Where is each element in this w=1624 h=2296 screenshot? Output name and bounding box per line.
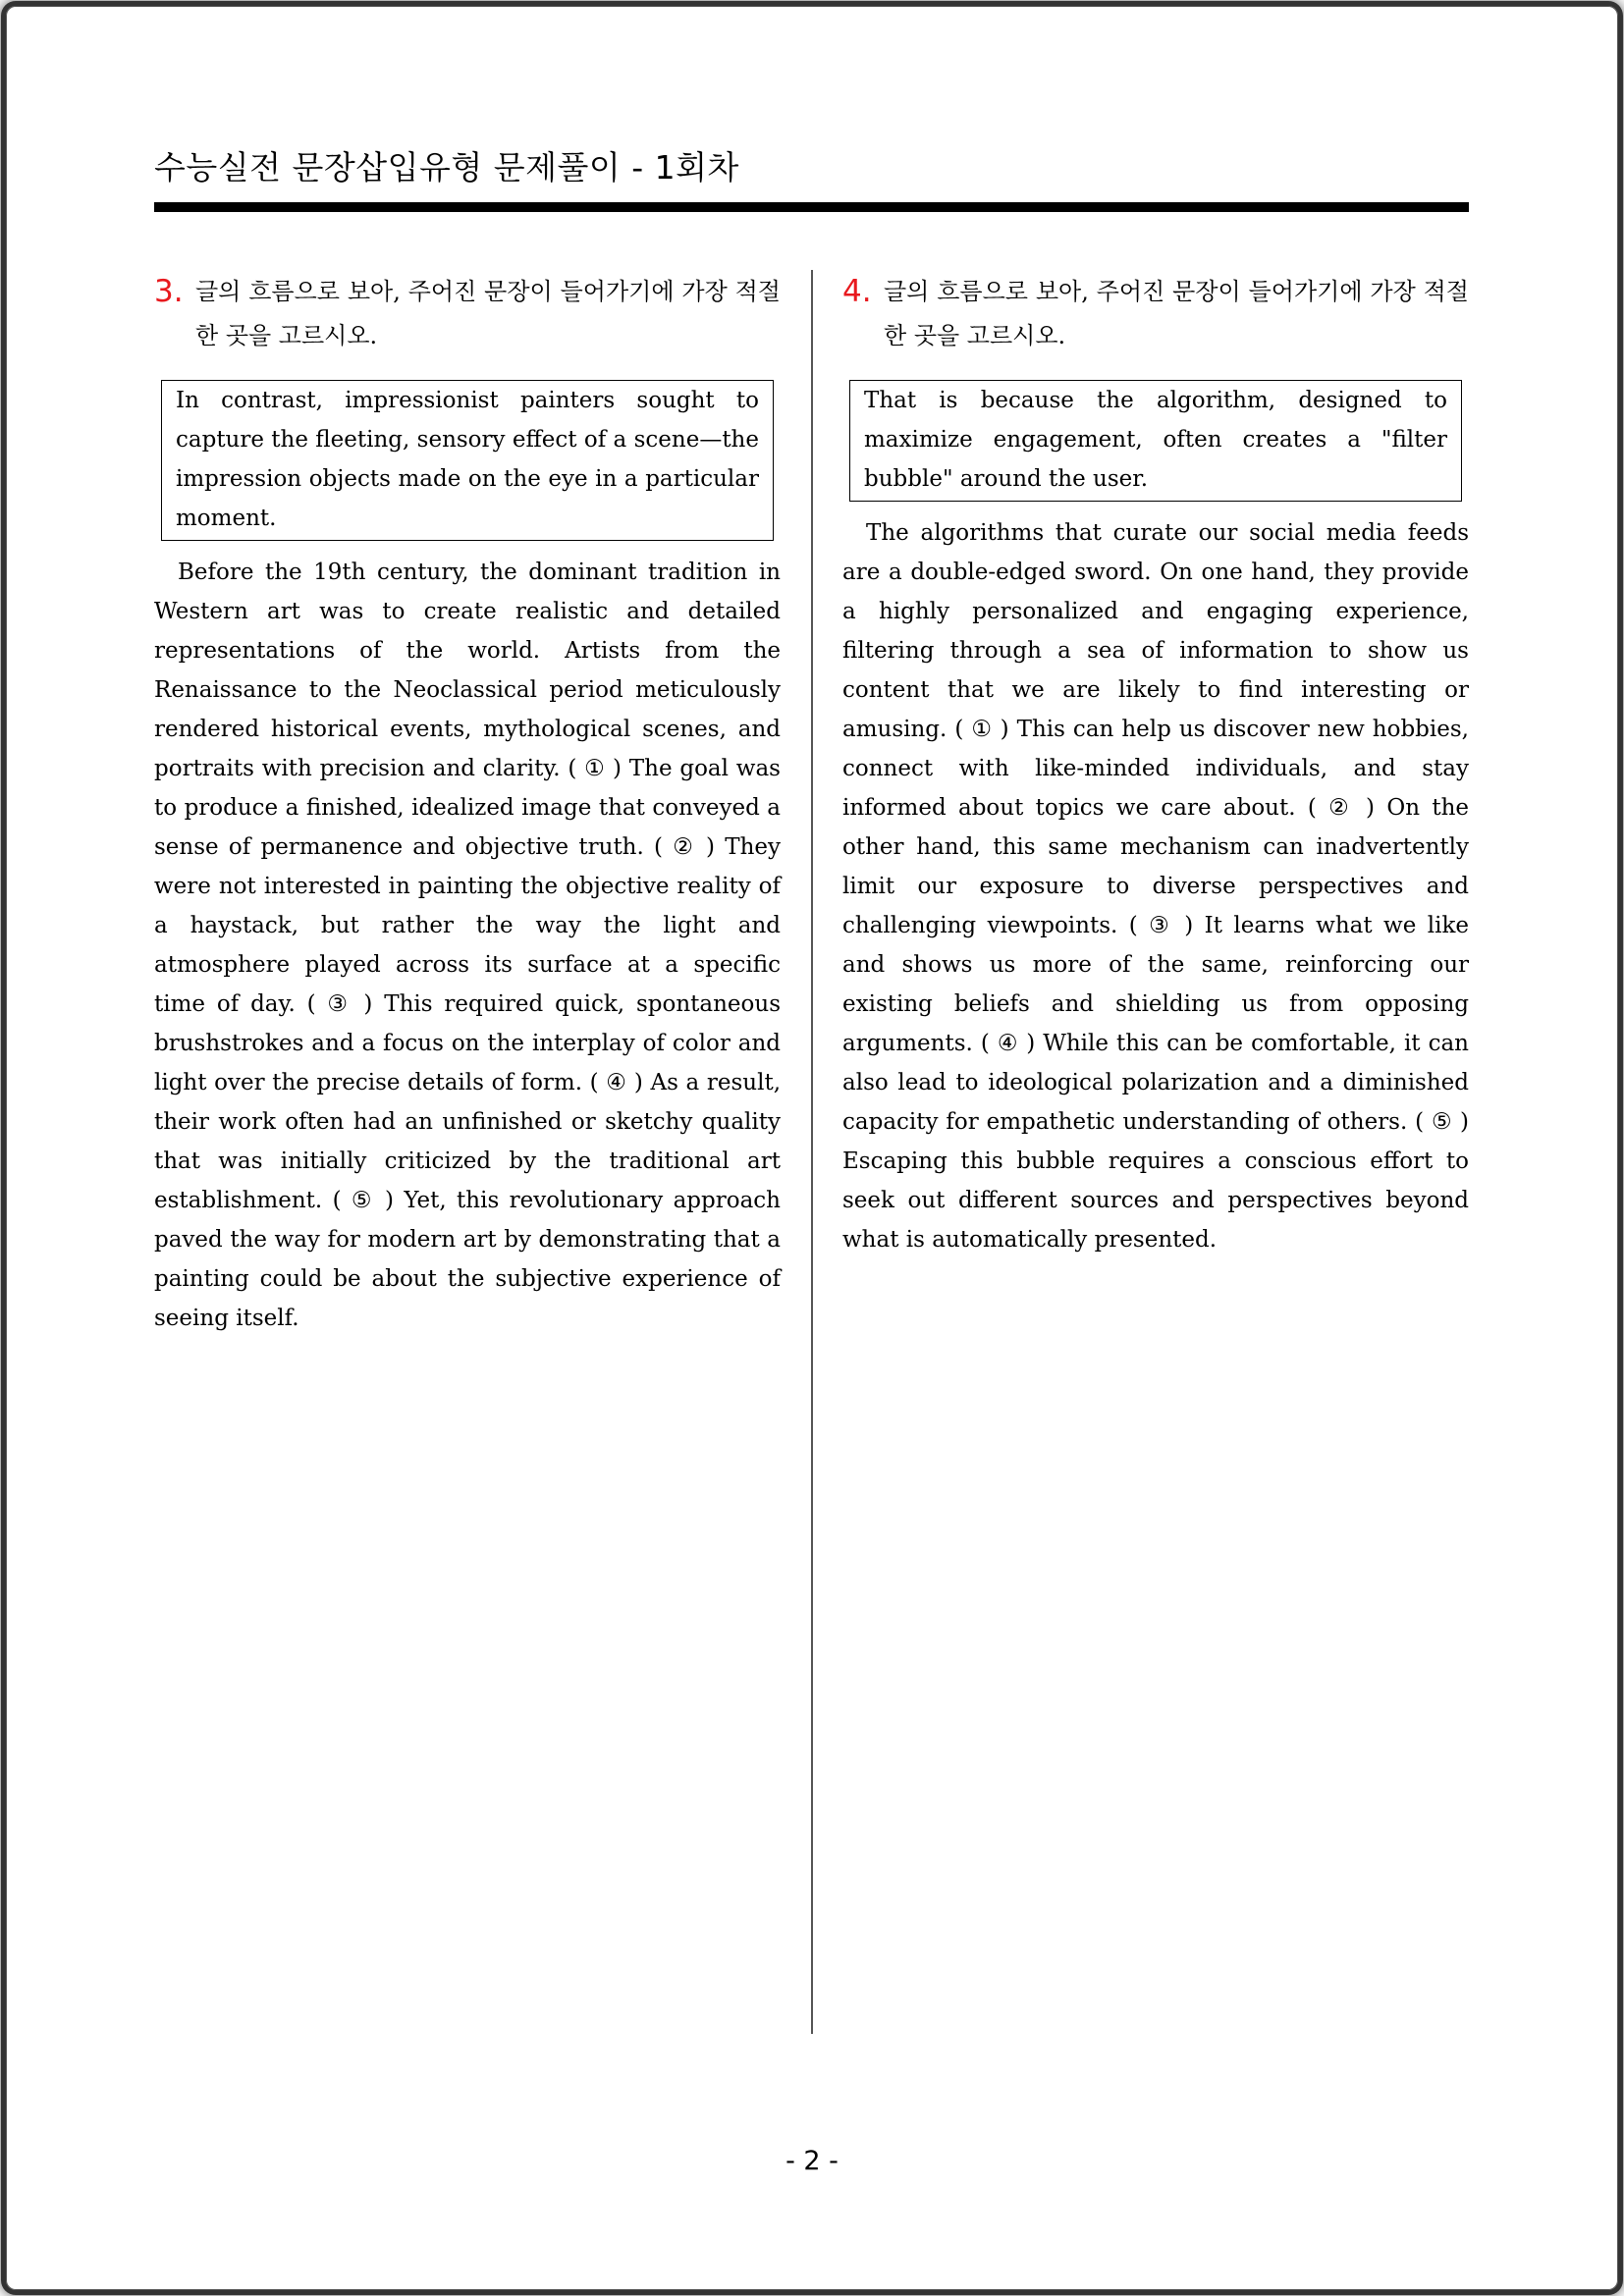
- page-title: 수능실전 문장삽입유형 문제풀이 - 1회차: [154, 148, 739, 187]
- question-3: [154, 270, 781, 1338]
- passage-text: The algorithms that curate our social media feeds are a double-edged sword. On one hand, they provide a highly personalized and engaging experience, filtering through a sea of information to show us content that we are likely to find interesting or amusing. ( ① ) This can help us discover new hobbies, connect with like-minded individuals, and stay informed about topics we care about. ( ② ) On the other hand, this same mechanism can inadvertently limit our exposure to diverse perspectives and challenging viewpoints. ( ③ ) It learns what we like and shows us more of the same, reinforcing our existing beliefs and shielding us from opposing arguments. ( ④ ) While this can be comfortable, it can also lead to ideological polarization and a diminished capacity for empathetic understanding of others. ( ⑤ ) Escaping this bubble requires a conscious effort to seek out different sources and perspectives beyond what is automatically presented.: [842, 520, 1469, 1253]
- column-divider: [811, 270, 813, 2034]
- question-instruction: 글의 흐름으로 보아, 주어진 문장이 들어가기에 가장 적절한 곳을 고르시오.: [884, 278, 1469, 349]
- question-number: 4.: [842, 274, 872, 309]
- page-number: - 2 -: [785, 2146, 839, 2176]
- question-instruction: 글의 흐름으로 보아, 주어진 문장이 들어가기에 가장 적절한 곳을 고르시오.: [195, 278, 781, 349]
- passage-text: Before the 19th century, the dominant tradition in Western art was to create realistic and detailed representations of the world. Artists from the Renaissance to the Neoclassical period meticulously rendered historical events, mythological scenes, and portraits with precision and clarity. ( ① ) The goal was to produce a finished, idealized image that conveyed a sense of permanence and objective truth. ( ② ) They were not interested in painting the objective reality of a haystack, but rather the way the light and atmosphere played across its surface at a specific time of day. ( ③ ) This required quick, spontaneous brushstrokes and a focus on the interplay of color and light over the precise details of form. ( ④ ) As a result, their work often had an unfinished or sketchy quality that was initially criticized by the traditional art establishment. ( ⑤ ) Yet, this revolutionary approach paved the way for modern art by demonstrating that a painting could be about the subjective experience of seeing itself.: [154, 560, 781, 1331]
- header-rule: [154, 202, 1469, 212]
- question-number: 3.: [154, 274, 184, 309]
- question-4: [842, 270, 1469, 1259]
- question-prompt: [154, 270, 781, 358]
- given-sentence-box: That is because the algorithm, designed to maximize engagement, often creates a "filter bubble" around the user.: [849, 380, 1462, 502]
- question-prompt: [842, 270, 1469, 358]
- given-sentence-box: In contrast, impressionist painters sought to capture the fleeting, sensory effect of a scene—the impression objects made on the eye in a particular moment.: [161, 380, 774, 541]
